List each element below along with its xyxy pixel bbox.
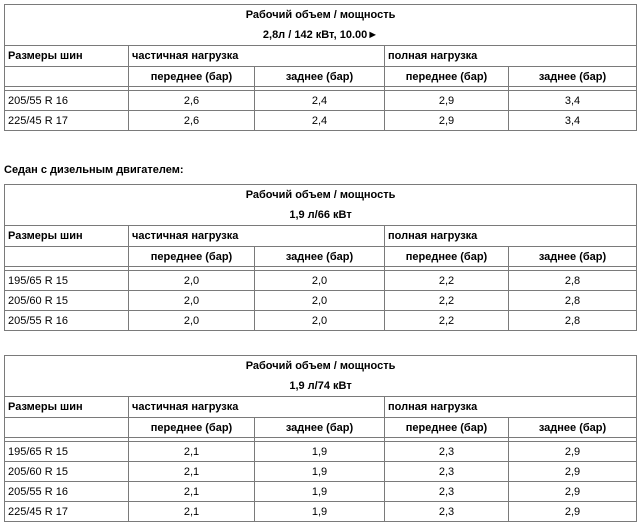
- table-row: [5, 271, 637, 291]
- partial-front-value: 2,0: [129, 291, 255, 311]
- tire-size: 205/55 R 16: [5, 91, 129, 111]
- full-front-heading: переднее (бар): [385, 247, 509, 267]
- table-row: [5, 91, 637, 111]
- header-title: Рабочий объем / мощность: [245, 189, 396, 201]
- partial-rear-value: 2,0: [255, 271, 385, 291]
- partial-load-heading: частичная нагрузка: [129, 226, 385, 247]
- column-group-row: [5, 46, 637, 67]
- table-header-row: [5, 356, 637, 397]
- engine-spec: 2,8л / 142 кВт, 10.00►: [262, 29, 379, 41]
- full-front-value: 2,9: [385, 91, 509, 111]
- partial-load-heading: частичная нагрузка: [129, 397, 385, 418]
- partial-rear-heading: заднее (бар): [255, 67, 385, 87]
- partial-front-value: 2,6: [129, 91, 255, 111]
- column-sub-header-row: [5, 247, 637, 267]
- partial-front-value: 2,0: [129, 271, 255, 291]
- full-rear-value: 2,9: [509, 442, 637, 462]
- partial-load-heading: частичная нагрузка: [129, 46, 385, 67]
- partial-rear-value: 2,0: [255, 311, 385, 331]
- table-row: [5, 291, 637, 311]
- partial-front-value: 2,1: [129, 462, 255, 482]
- full-front-value: 2,2: [385, 311, 509, 331]
- full-front-value: 2,2: [385, 291, 509, 311]
- table-row: [5, 502, 637, 522]
- tire-size: 225/45 R 17: [5, 502, 129, 522]
- partial-front-value: 2,1: [129, 442, 255, 462]
- full-rear-heading: заднее (бар): [509, 247, 637, 267]
- full-front-value: 2,3: [385, 502, 509, 522]
- partial-rear-value: 2,0: [255, 291, 385, 311]
- full-rear-heading: заднее (бар): [509, 418, 637, 438]
- engine-spec: 1,9 л/74 кВт: [289, 380, 352, 392]
- partial-front-value: 2,0: [129, 311, 255, 331]
- full-front-heading: переднее (бар): [385, 418, 509, 438]
- full-rear-heading: заднее (бар): [509, 67, 637, 87]
- tire-size: 225/45 R 17: [5, 111, 129, 131]
- full-load-heading: полная нагрузка: [385, 46, 637, 67]
- table-row: [5, 462, 637, 482]
- table-header-row: [5, 5, 637, 46]
- table-row: [5, 311, 637, 331]
- partial-front-heading: переднее (бар): [129, 67, 255, 87]
- tire-size: 205/60 R 15: [5, 462, 129, 482]
- full-front-value: 2,3: [385, 442, 509, 462]
- table-row: [5, 442, 637, 462]
- partial-rear-value: 2,4: [255, 91, 385, 111]
- partial-front-heading: переднее (бар): [129, 247, 255, 267]
- tire-size: 195/65 R 15: [5, 442, 129, 462]
- tire-pressure-table-petrol-2-8: [4, 4, 637, 131]
- tire-sizes-heading: Размеры шин: [5, 226, 129, 247]
- full-rear-value: 2,8: [509, 311, 637, 331]
- column-group-row: [5, 397, 637, 418]
- empty-cell: [5, 418, 129, 438]
- tire-size: 205/60 R 15: [5, 291, 129, 311]
- tire-size: 195/65 R 15: [5, 271, 129, 291]
- column-group-row: [5, 226, 637, 247]
- partial-rear-value: 2,4: [255, 111, 385, 131]
- partial-rear-heading: заднее (бар): [255, 418, 385, 438]
- tire-sizes-heading: Размеры шин: [5, 397, 129, 418]
- full-front-heading: переднее (бар): [385, 67, 509, 87]
- partial-front-heading: переднее (бар): [129, 418, 255, 438]
- full-front-value: 2,3: [385, 482, 509, 502]
- partial-front-value: 2,6: [129, 111, 255, 131]
- full-rear-value: 2,9: [509, 462, 637, 482]
- tire-pressure-table-diesel-66: [4, 184, 637, 331]
- partial-front-value: 2,1: [129, 482, 255, 502]
- diesel-sedan-caption: Седан с дизельным двигателем:: [4, 164, 184, 176]
- partial-rear-value: 1,9: [255, 502, 385, 522]
- partial-rear-value: 1,9: [255, 442, 385, 462]
- header-title: Рабочий объем / мощность: [245, 9, 396, 21]
- full-rear-value: 2,9: [509, 482, 637, 502]
- partial-front-value: 2,1: [129, 502, 255, 522]
- table-row: [5, 111, 637, 131]
- column-sub-header-row: [5, 67, 637, 87]
- full-rear-value: 2,8: [509, 291, 637, 311]
- table-row: [5, 482, 637, 502]
- empty-cell: [5, 247, 129, 267]
- full-rear-value: 3,4: [509, 111, 637, 131]
- table-header-row: [5, 185, 637, 226]
- partial-rear-value: 1,9: [255, 462, 385, 482]
- partial-rear-heading: заднее (бар): [255, 247, 385, 267]
- full-rear-value: 3,4: [509, 91, 637, 111]
- table-header: [5, 356, 637, 397]
- table-header: [5, 5, 637, 46]
- tire-size: 205/55 R 16: [5, 482, 129, 502]
- tire-sizes-heading: Размеры шин: [5, 46, 129, 67]
- full-front-value: 2,2: [385, 271, 509, 291]
- full-load-heading: полная нагрузка: [385, 397, 637, 418]
- full-rear-value: 2,8: [509, 271, 637, 291]
- full-front-value: 2,9: [385, 111, 509, 131]
- tire-size: 205/55 R 16: [5, 311, 129, 331]
- partial-rear-value: 1,9: [255, 482, 385, 502]
- full-load-heading: полная нагрузка: [385, 226, 637, 247]
- engine-spec: 1,9 л/66 кВт: [289, 209, 352, 221]
- header-title: Рабочий объем / мощность: [245, 360, 396, 372]
- table-header: [5, 185, 637, 226]
- full-front-value: 2,3: [385, 462, 509, 482]
- full-rear-value: 2,9: [509, 502, 637, 522]
- tire-pressure-table-diesel-74: [4, 355, 637, 522]
- column-sub-header-row: [5, 418, 637, 438]
- empty-cell: [5, 67, 129, 87]
